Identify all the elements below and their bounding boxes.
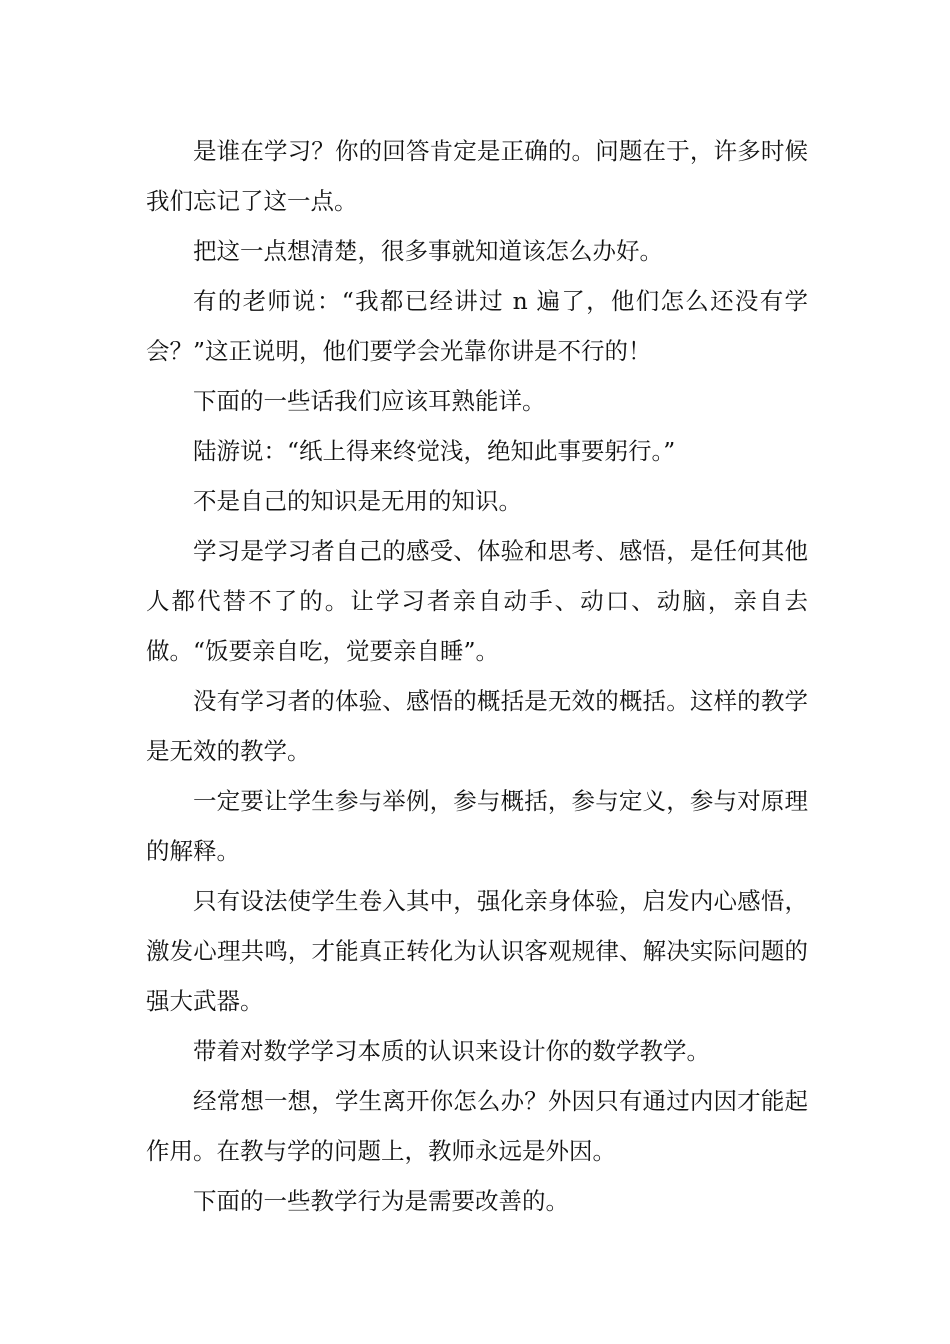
paragraph: 陆游说：“纸上得来终觉浅，绝知此事要躬行。” <box>193 437 676 465</box>
paragraph: 没有学习者的体验、感悟的概括是无效的概括。这样的教学是无效的教学。 <box>146 687 808 765</box>
paragraph: 有的老师说：“我都已经讲过 n 遍了，他们怎么还没有学会？”这正说明，他们要学会光靠你讲是不行的！ <box>146 287 808 365</box>
paragraph: 学习是学习者自己的感受、体验和思考、感悟，是任何其他人都代替不了的。让学习者亲自动手、动口、动脑，亲自去做。“饭要亲自吃，觉要亲自睡”。 <box>146 537 808 665</box>
paragraph: 把这一点想清楚，很多事就知道该怎么办好。 <box>193 237 663 265</box>
document-body <box>146 126 808 1226</box>
paragraph: 只有设法使学生卷入其中，强化亲身体验，启发内心感悟，激发心理共鸣，才能真正转化为认识客观规律、解决实际问题的强大武器。 <box>146 887 808 1015</box>
paragraph: 一定要让学生参与举例，参与概括，参与定义，参与对原理的解释。 <box>146 787 808 865</box>
paragraph: 下面的一些教学行为是需要改善的。 <box>193 1187 569 1215</box>
paragraph: 不是自己的知识是无用的知识。 <box>193 487 522 515</box>
paragraph: 带着对数学学习本质的认识来设计你的数学教学。 <box>193 1037 710 1065</box>
paragraph: 下面的一些话我们应该耳熟能详。 <box>193 387 546 415</box>
paragraph: 是谁在学习？你的回答肯定是正确的。问题在于，许多时候我们忘记了这一点。 <box>146 137 808 215</box>
paragraph: 经常想一想，学生离开你怎么办？外因只有通过内因才能起作用。在教与学的问题上，教师永远是外因。 <box>146 1087 808 1165</box>
